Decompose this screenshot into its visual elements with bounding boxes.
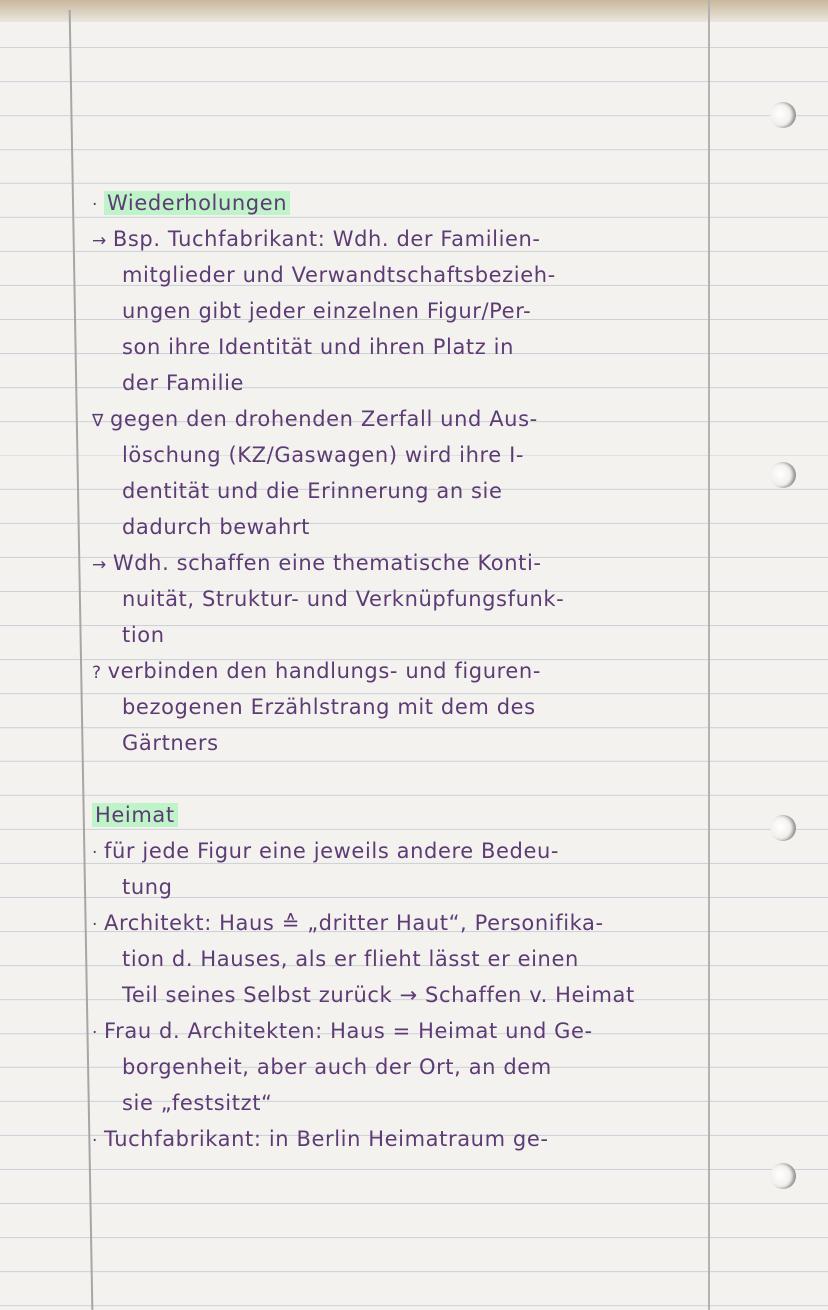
note-text: löschung (KZ/Gaswagen) wird ihre I- xyxy=(122,443,525,467)
note-line xyxy=(92,977,702,1013)
note-line xyxy=(92,905,702,941)
note-line xyxy=(92,1013,702,1049)
note-line xyxy=(92,1121,702,1157)
note-line xyxy=(92,653,702,689)
punch-hole xyxy=(770,102,796,128)
note-line xyxy=(92,581,702,617)
note-text: Frau d. Architekten: Haus = Heimat und Ge- xyxy=(104,1019,593,1043)
note-text: verbinden den handlungs- und figuren- xyxy=(107,659,542,683)
note-line xyxy=(92,869,702,905)
note-line xyxy=(92,1049,702,1085)
note-text: Gärtners xyxy=(122,731,219,755)
bullet-marker: · xyxy=(92,1131,99,1151)
note-text: Architekt: Haus ≙ „dritter Haut“, Personifika- xyxy=(104,911,604,935)
note-line xyxy=(92,1085,702,1121)
note-text: borgenheit, aber auch der Ort, an dem xyxy=(122,1055,552,1079)
section-heading-heimat xyxy=(92,797,702,833)
note-text: gegen den drohenden Zerfall und Aus- xyxy=(109,407,538,431)
note-text: Tuchfabrikant: in Berlin Heimatraum ge- xyxy=(104,1127,549,1151)
note-text: ungen gibt jeder einzelnen Figur/Per- xyxy=(122,299,532,323)
note-text: bezogenen Erzählstrang mit dem des xyxy=(122,695,536,719)
note-line xyxy=(92,329,702,365)
section-heading-wiederholungen: · Wiederholungen xyxy=(92,185,702,221)
note-line xyxy=(92,725,702,761)
note-line xyxy=(92,473,702,509)
note-line xyxy=(92,545,702,581)
section-title: Heimat xyxy=(92,803,178,827)
note-line xyxy=(92,365,702,401)
note-line xyxy=(92,257,702,293)
bullet-marker: ? xyxy=(92,663,102,683)
note-line xyxy=(92,221,702,257)
bullet-marker: · xyxy=(92,1023,99,1043)
right-margin-line xyxy=(708,0,710,1310)
note-line xyxy=(92,509,702,545)
note-text: Wdh. schaffen eine thematische Konti- xyxy=(112,551,542,575)
note-list xyxy=(92,833,702,1157)
note-line xyxy=(92,401,702,437)
note-text: Bsp. Tuchfabrikant: Wdh. der Familien- xyxy=(112,227,541,251)
bullet-marker: → xyxy=(92,231,107,251)
bullet-marker: · xyxy=(92,915,99,935)
note-line xyxy=(92,293,702,329)
bullet-marker: ∇ xyxy=(92,411,104,431)
note-text: tung xyxy=(122,875,173,899)
note-line xyxy=(92,833,702,869)
note-line xyxy=(92,941,702,977)
punch-hole xyxy=(770,815,796,841)
note-text: Teil seines Selbst zurück → Schaffen v. Heimat xyxy=(122,983,635,1007)
note-text: dentität und die Erinnerung an sie xyxy=(122,479,503,503)
note-text: dadurch bewahrt xyxy=(122,515,311,539)
handwritten-notes xyxy=(92,185,702,1157)
bullet-marker: → xyxy=(92,555,107,575)
note-text: mitglieder und Verwandtschaftsbezieh- xyxy=(122,263,556,287)
bullet-marker: · xyxy=(92,843,99,863)
spacer xyxy=(92,761,702,797)
punch-hole xyxy=(770,462,796,488)
note-text: tion xyxy=(122,623,165,647)
punch-hole xyxy=(770,1163,796,1189)
note-text: nuität, Struktur- und Verknüpfungsfunk- xyxy=(122,587,565,611)
note-list xyxy=(92,221,702,761)
note-line xyxy=(92,437,702,473)
note-text: der Familie xyxy=(122,371,245,395)
left-margin-line xyxy=(69,10,94,1310)
note-text: son ihre Identität und ihren Platz in xyxy=(122,335,515,359)
note-text: sie „festsitzt“ xyxy=(122,1091,273,1115)
section-title: Wiederholungen xyxy=(104,191,290,215)
note-text: tion d. Hauses, als er flieht lässt er einen xyxy=(122,947,579,971)
note-line xyxy=(92,689,702,725)
note-text: für jede Figur eine jeweils andere Bedeu- xyxy=(104,839,560,863)
page-edge xyxy=(0,0,828,22)
note-line xyxy=(92,617,702,653)
